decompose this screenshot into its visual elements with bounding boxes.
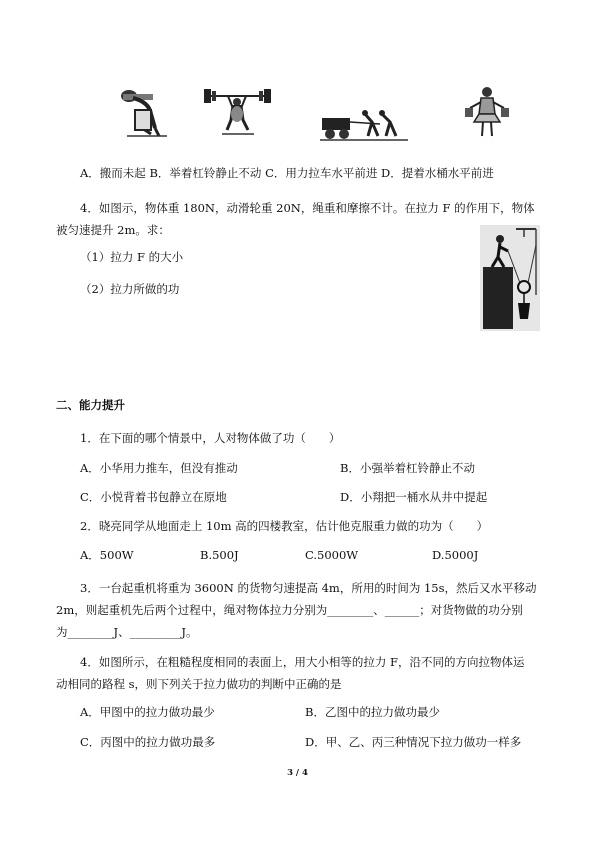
- s2-q4-line1: 4．如图所示，在粗糙程度相同的表面上，用大小相等的拉力 F，沿不同的方向拉物体运: [80, 655, 525, 669]
- s2-q2-option-c: C.5000W: [305, 548, 359, 562]
- q3-options: A．搬而未起 B．举着杠铃静止不动 C．用力拉车水平前进 D．提着水桶水平前进: [80, 166, 494, 180]
- s2-q1-option-d: D．小翔把一桶水从井中提起: [340, 490, 488, 504]
- s2-q4-option-a: A．甲图中的拉力做功最少: [80, 705, 215, 719]
- s2-q3-line3: 为________J、_________J。: [56, 625, 198, 639]
- s2-q1-option-a: A．小华用力推车，但没有推动: [80, 461, 238, 475]
- s2-q1-option-b: B．小强举着杠铃静止不动: [340, 461, 475, 475]
- s2-q4-option-c: C．丙图中的拉力做功最多: [80, 735, 216, 749]
- s2-q2-stem: 2．晓亮同学从地面走上 10m 高的四楼教室，估计他克服重力做的功为（ ）: [80, 519, 489, 533]
- s2-q4-option-d: D．甲、乙、丙三种情况下拉力做功一样多: [305, 735, 522, 749]
- q4-stem-line1: 4．如图示，物体重 180N，动滑轮重 20N，绳重和摩擦不计。在拉力 F 的作用下，物体: [80, 201, 535, 215]
- s2-q1-stem: 1．在下面的哪个情景中，人对物体做了功（ ）: [80, 431, 341, 445]
- q4-sub1: （1）拉力 F 的大小: [80, 250, 184, 264]
- s2-q2-option-a: A．500W: [80, 548, 134, 562]
- barbell-illustration: [200, 84, 275, 142]
- s2-q3-line2: 2m，则起重机先后两个过程中，绳对物体拉力分别为________、______；对货物做的功分别: [56, 603, 523, 617]
- pull-cart-illustration: [320, 106, 410, 142]
- s2-q3-line1: 3．一台起重机将重为 3600N 的货物匀速提高 4m，所用的时间为 15s，然后又水平移动: [80, 581, 537, 595]
- q4-sub2: （2）拉力所做的功: [80, 282, 180, 296]
- q4-stem-line2: 被匀速提升 2m。求：: [56, 223, 170, 237]
- section-title: 二、能力提升: [56, 398, 125, 412]
- s2-q2-option-d: D.5000J: [432, 548, 479, 562]
- lift-box-illustration: [115, 84, 173, 142]
- s2-q1-option-c: C．小悦背着书包静立在原地: [80, 490, 227, 504]
- s2-q4-line2: 动相同的路程 s，则下列关于拉力做功的判断中正确的是: [56, 677, 342, 691]
- carry-bucket-illustration: [462, 84, 512, 142]
- page-number: 3 / 4: [287, 768, 308, 778]
- pulley-illustration: [480, 225, 540, 331]
- s2-q2-option-b: B.500J: [200, 548, 239, 562]
- s2-q4-option-b: B．乙图中的拉力做功最少: [305, 705, 440, 719]
